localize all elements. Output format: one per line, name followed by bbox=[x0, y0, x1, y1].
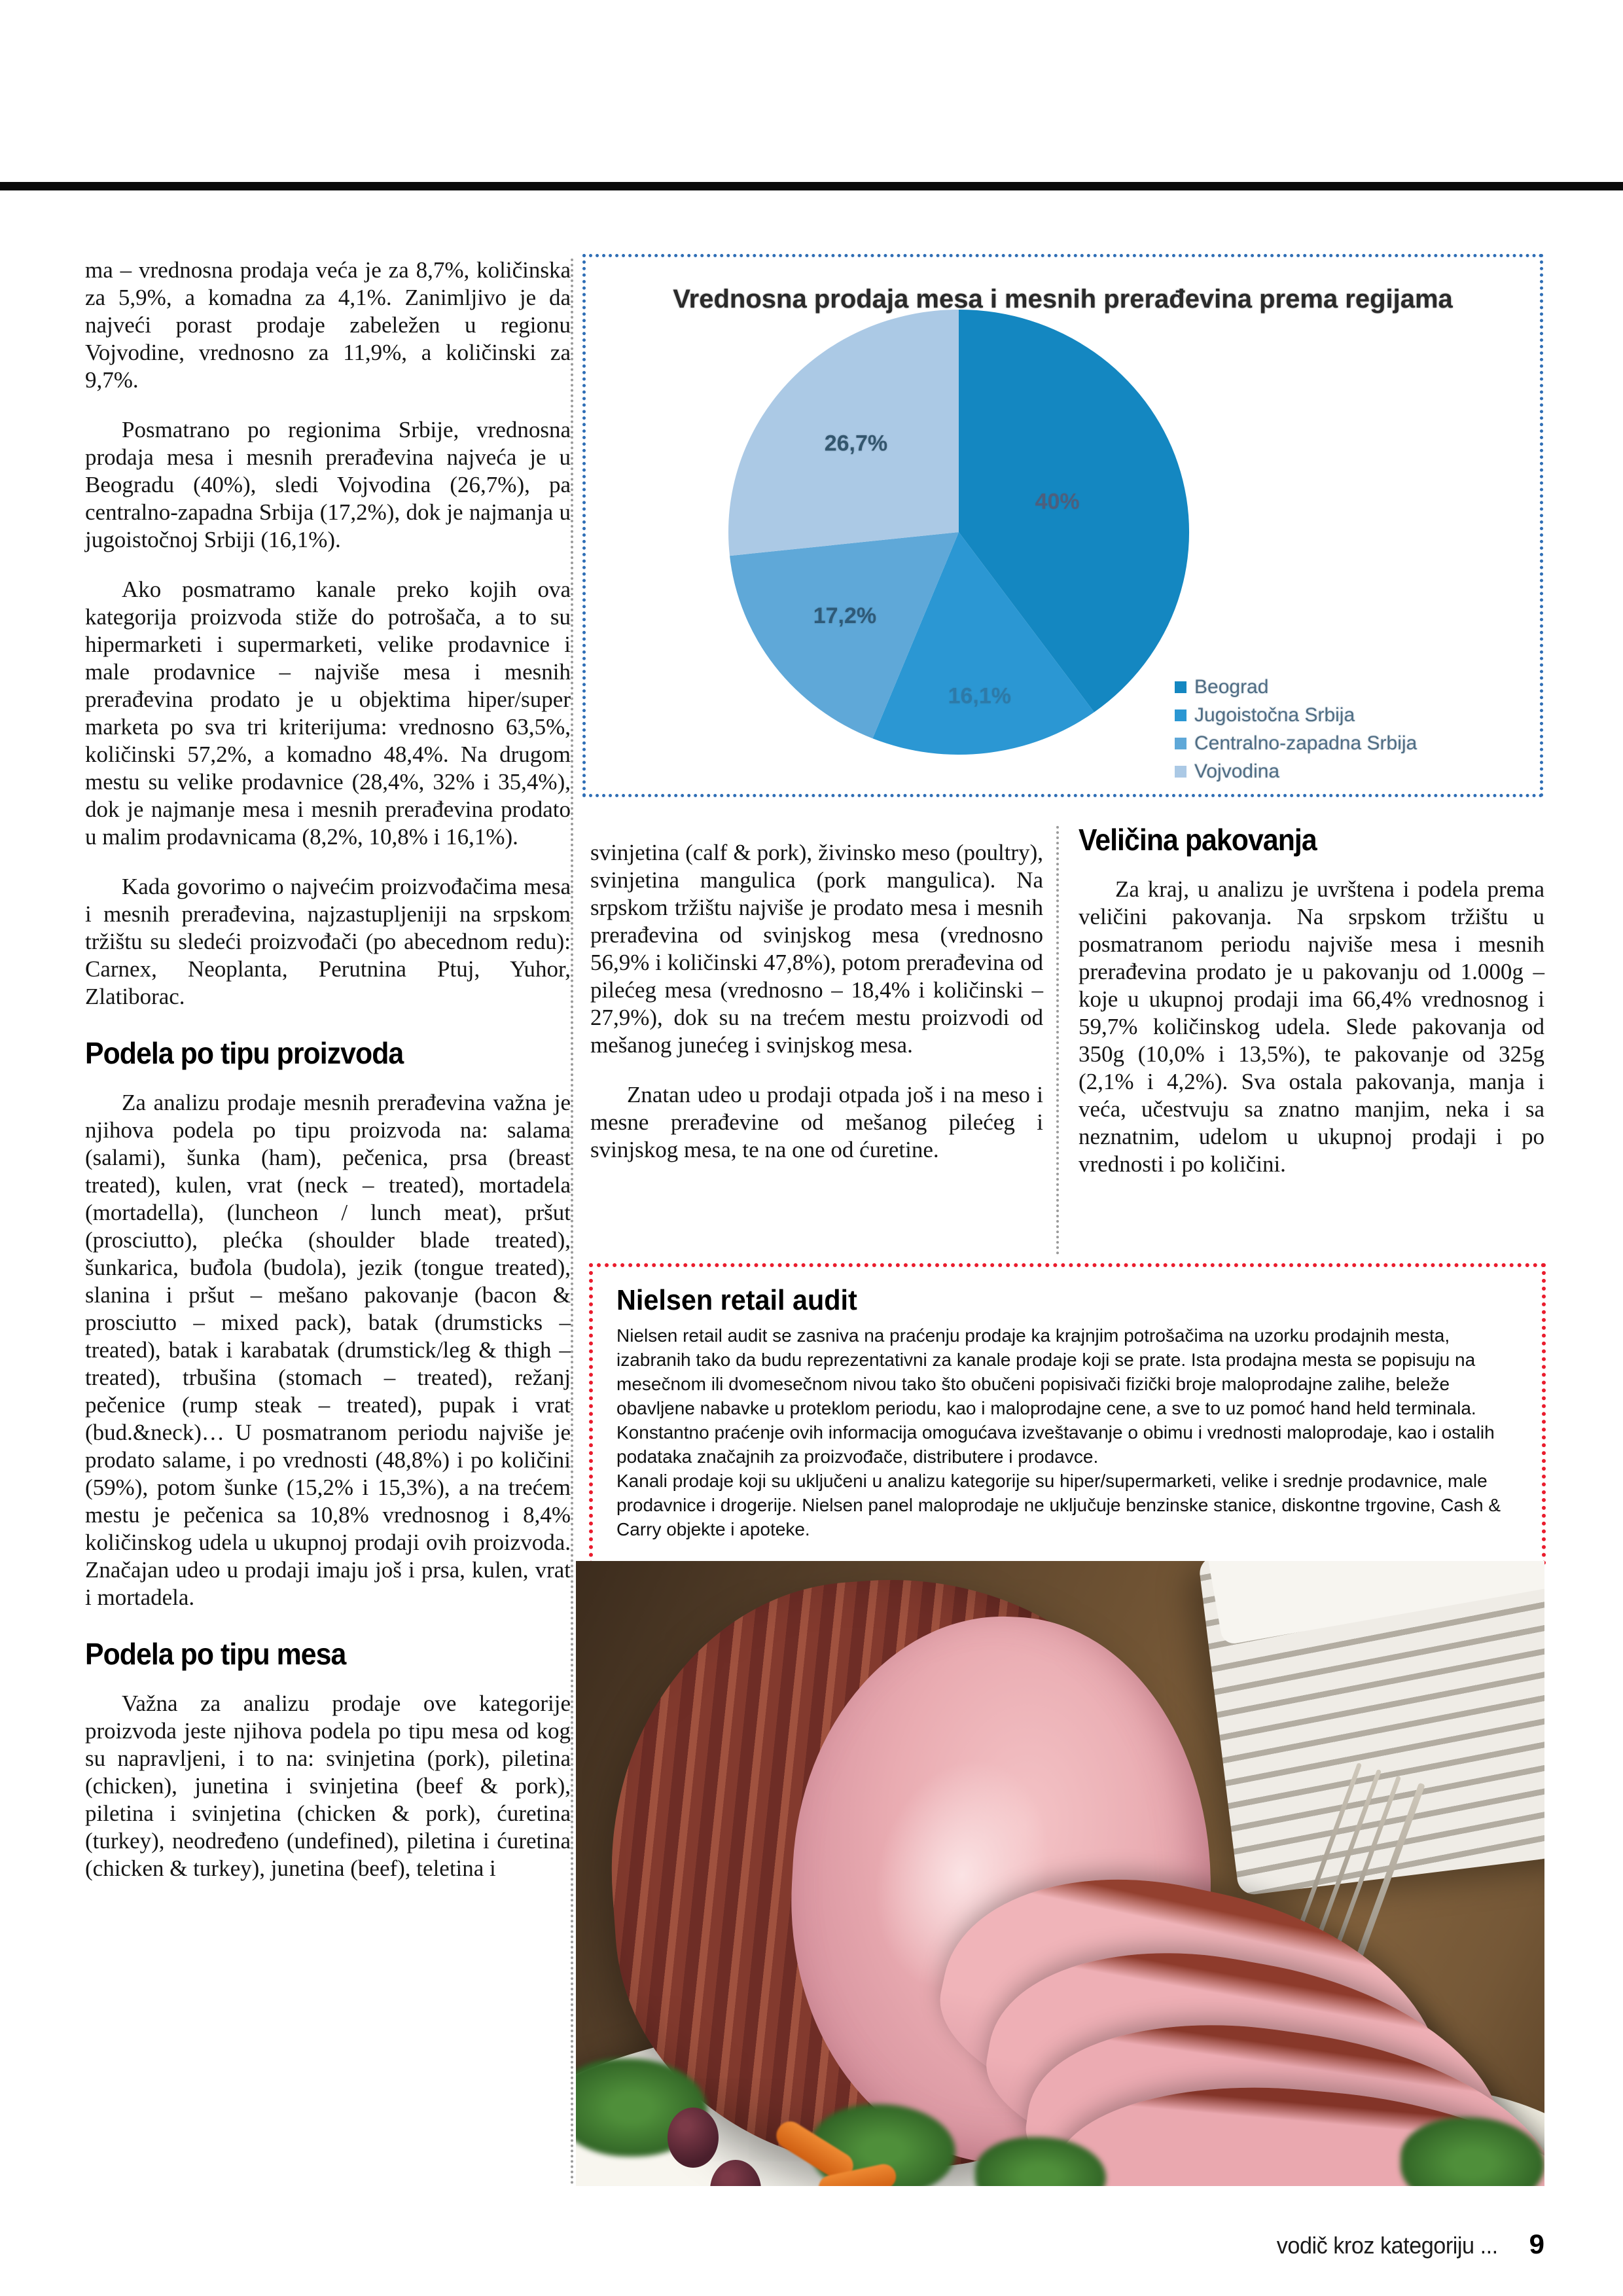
column-separator bbox=[571, 259, 573, 2186]
nielsen-box-paragraph: Kanali prodaje koji su uključeni u analizu kategorije su hiper/supermarketi, velike i srednje prodavnice, male prodavnice i drogerije. Nielsen panel maloprodaje ne uključuje benzinske stanice, diskontne trgovine, Cash & Carry objekte i apoteke. bbox=[616, 1471, 1501, 1539]
legend-label: Vojvodina bbox=[1194, 761, 1280, 782]
legend-marker bbox=[1175, 766, 1186, 778]
legend-label: Centralno-zapadna Srbija bbox=[1194, 732, 1418, 754]
legend-marker bbox=[1175, 738, 1186, 749]
chart-legend bbox=[1175, 676, 1417, 783]
nielsen-box-title: Nielsen retail audit bbox=[616, 1284, 857, 1316]
nielsen-retail-audit-box bbox=[589, 1263, 1546, 1565]
legend-marker bbox=[1175, 681, 1186, 693]
legend-label: Beograd bbox=[1194, 676, 1269, 698]
right-column bbox=[1079, 823, 1544, 1178]
top-rule bbox=[0, 182, 1623, 190]
legend-item-beograd bbox=[1175, 676, 1417, 698]
pie-slice-label-1: 16,1% bbox=[948, 683, 1012, 709]
chart-title: Vrednosna prodaja mesa i mesnih prerađevina prema regijama bbox=[673, 285, 1453, 314]
paragraph: ma – vrednosna prodaja veća je za 8,7%, količinska za 5,9%, a komadna za 4,1%. Zanimljivo je da najveći porast prodaje zabeležen u regionu Vojvodine, vrednosno za 11,9%, a količinski za 9,7%. bbox=[85, 257, 571, 393]
page-number: 9 bbox=[1529, 2229, 1544, 2259]
nielsen-box-paragraph: Nielsen retail audit se zasniva na praćenju prodaje ka krajnjim potrošačima na uzorku prodajnih mesta, izabranih tako da budu reprezentativni za kanale prodaje koji se prate. Ista prodajna mesta se popisuju na mesečnom ili dvomesečnom nivou tako što obučeni popisivači fizički broje maloprodajne zalihe, beleže obavljene nabavke u proteklom periodu, kao i maloprodajne cene, a sve to uz pomoć hand held terminala. Konstantno praćenje ovih informacija omogućava izveštavanje o obimu i vrednosti maloprodaje, kao i ostalih podataka značajnih za proizvođače, distributere i prodavce. bbox=[616, 1325, 1495, 1467]
middle-column bbox=[590, 839, 1043, 1164]
left-column bbox=[85, 257, 571, 1882]
paragraph: Važna za analizu prodaje ove kategorije proizvoda jeste njihova podela po tipu mesa od kog su napravljeni, i to na: svinjetina (pork), piletina (chicken), junetina i svinjetina (beef & pork), piletina i svinjetina (chicken & pork), ćuretina (turkey), neodređeno (undefined), piletina i ćuretina (chicken & turkey), junetina (beef), teletina i bbox=[85, 1691, 571, 1881]
paragraph: Za analizu prodaje mesnih prerađevina važna je njihova podela po tipu proizvoda na: salama (salami), šunka (ham), pečenica, prsa (breast treated), kulen, vrat (neck – treated), mortadela (mortadella), (luncheon / lunch meat), pršut (prosciutto), plećka (shoulder blade treated), šunkarica, buđola (budola), jezik (tongue treated), slanina i pršut – mešano pakovanje (bacon & prosciutto – mixed pack), batak (drumsticks – treated), batak i karabatak (drumstick/leg & thigh – treated), trbušina (stomach – treated), režanj pečenice (rump steak – treated), pupak i vrat (bud.&neck)… U posmatranom periodu najviše je prodato salame, i po vrednosti (48,8%) i po količini (59%), potom šunke (15,2% i 15,3%), a na trećem mestu je pečenica sa 10,8% vrednosnog i 8,4% količinskog udela u ukupnoj prodaji ovih proizvoda. Značajan udeo u prodaji imaju još i prsa, kulen, vrat i mortadela. bbox=[85, 1090, 571, 1610]
ham-photo bbox=[576, 1561, 1544, 2186]
legend-item-centralno-zapadna-srbija bbox=[1175, 732, 1417, 755]
column-separator bbox=[1056, 826, 1059, 1255]
pie-slice-label-3: 26,7% bbox=[824, 431, 888, 456]
paragraph: Kada govorimo o najvećim proizvođačima mesa i mesnih prerađevina, najzastupljeniji na srpskom tržištu su sledeći proizvođači (po abecednom redu): Carnex, Neoplanta, Perutnina Ptuj, Yuhor, Zlatiborac. bbox=[85, 874, 571, 1009]
legend-marker bbox=[1175, 709, 1186, 721]
footer-label: vodič kroz kategoriju ... bbox=[1276, 2232, 1498, 2259]
pie-slice-label-0: 40% bbox=[1035, 489, 1080, 514]
page-footer bbox=[1265, 2229, 1544, 2260]
section-heading-packaging: Veličina pakovanja bbox=[1079, 823, 1317, 857]
pie-slice-label-2: 17,2% bbox=[813, 603, 877, 629]
paragraph: Ako posmatramo kanale preko kojih ova kategorija proizvoda stiže do potrošača, a to su hipermarketi i supermarketi, velike prodavnice i male prodavnice – najviše mesa i mesnih prerađevina prodato je u objektima hiper/super marketa po sva tri kriterijuma: vrednosno 63,5%, količinski 57,2%, a komadno 48,4%. Na drugom mestu su velike prodavnice (28,4%, 32% i 35,4%), dok je najmanje mesa i mesnih prerađevina prodato u malim prodavnicama (8,2%, 10,8% i 16,1%). bbox=[85, 577, 571, 850]
paragraph: svinjetina (calf & pork), živinsko meso (poultry), svinjetina mangulica (pork mangulica). Na srpskom tržištu najviše je prodato mesa i mesnih prerađevina od svinjskog mesa (vrednosno 56,9% i količinski 47,8%), potom prerađevina od pilećeg mesa (vrednosno – 18,4% i količinski – 27,9%), dok su na trećem mestu proizvodi od mešanog junećeg i svinjskog mesa. bbox=[590, 840, 1043, 1058]
section-heading-meat-type: Podela po tipu mesa bbox=[85, 1637, 346, 1671]
olive-garnish bbox=[668, 2108, 719, 2168]
section-heading-product-type: Podela po tipu proizvoda bbox=[85, 1036, 404, 1070]
pie-chart-panel bbox=[582, 254, 1543, 797]
paragraph: Za kraj, u analizu je uvrštena i podela prema veličini pakovanja. Na srpskom tržištu u posmatranom periodu najviše mesa i mesnih prerađevina prodato je u pakovanju od 1.000g – koje u ukupnoj prodaji ima 66,4% vrednosnog i 59,7% količinskog udela. Slede pakovanja od 350g (10,0% i 13,5%), te pakovanje od 325g (2,1% i 4,2%). Sva ostala pakovanja, manja i veća, učestvuju sa znatno manjim, neka i sa neznatnim, udelom u ukupnoj prodaji i po vrednosti i po količini. bbox=[1079, 876, 1544, 1177]
legend-label: Jugoistočna Srbija bbox=[1194, 704, 1355, 726]
legend-item-jugoistocna-srbija bbox=[1175, 704, 1417, 726]
legend-item-vojvodina bbox=[1175, 761, 1417, 783]
paragraph: Posmatrano po regionima Srbije, vrednosna prodaja mesa i mesnih prerađevina najveća je u Beogradu (40%), sledi Vojvodina (26,7%), pa centralno-zapadna Srbija (17,2%), dok je najmanja u jugoistočnoj Srbiji (16,1%). bbox=[85, 417, 571, 552]
paragraph: Znatan udeo u prodaji otpada još i na meso i mesne prerađevine od mešanog pilećeg i svinjskog mesa, te na one od ćuretine. bbox=[590, 1082, 1043, 1162]
